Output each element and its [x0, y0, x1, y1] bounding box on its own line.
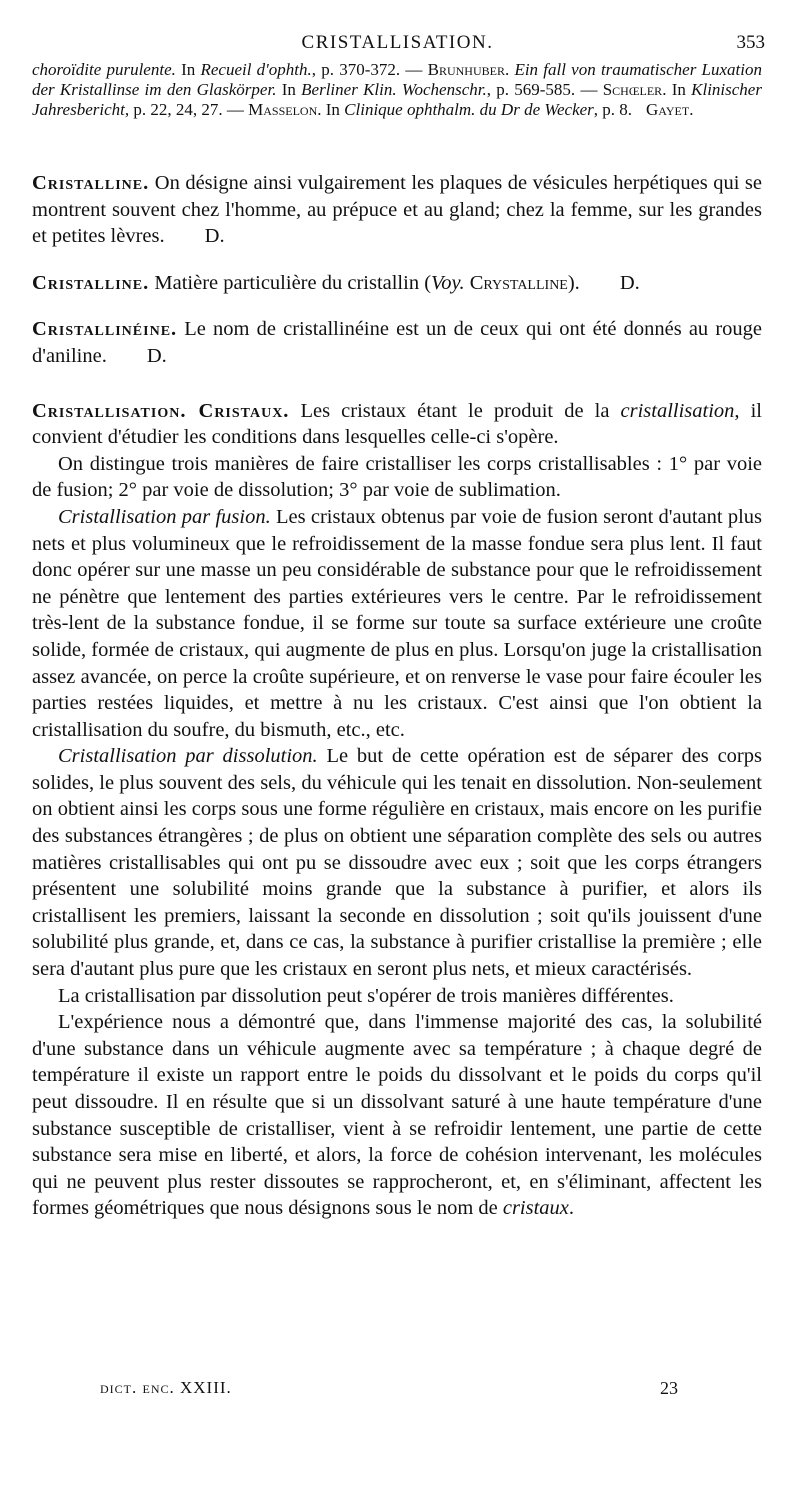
entry-text: cristaux: [502, 1197, 569, 1220]
entry-paragraph: [32, 504, 762, 743]
bibliography-references: [32, 60, 762, 120]
entry-text: Les cristaux obtenus par voie de fusion seront d'autant plus nets et plus volumineux que le refroidissement de la masse fondue sera plus lent. Il faut donc opérer sur une masse un peu considérable de substance pour que le refroidissement ne pénètre que lentement des parties extérieures vers le centre. Par le refroidissement très-lent de la substance fondue, il se forme sur toute sa surface extérieure une croûte solide, formée de cristaux, qui augmente de plus en plus. Lorsqu'on juge la cristallisation assez avancée, on perce la croûte supérieure, et on renverse le vase pour faire écouler les parties restées liquides, et mettre à nu les cristaux. C'est ainsi que l'on obtient la cristallisation du soufre, du bismuth, etc., etc.: [32, 505, 763, 741]
entry-text: On désigne ainsi vulgairement les plaques de vésicules herpétiques qui se montrent souvent chez l'homme, au prépuce et au gland; chez la femme, sur les grandes et petites lèvres.: [32, 172, 762, 248]
entry-paragraph: On distingue trois manières de faire cristalliser les corps cristallisables : 1° par voie de fusion; 2° par voie de dissolution; 3° par voie de sublimation.: [32, 452, 762, 502]
entry-paragraph: La cristallisation par dissolution peut s'opérer de trois manières différentes.: [58, 984, 674, 1007]
ref-text: . In: [662, 80, 692, 99]
entry-text: .: [568, 1197, 575, 1220]
entry-paragraph: [32, 743, 762, 982]
entry-text: Le nom de cristallinéine est un de ceux qui ont été donnés au rouge d'aniline.: [32, 318, 762, 367]
author-initial: D.: [619, 271, 640, 294]
entry-paragraph: [32, 1009, 762, 1222]
entry-headword: Cristallisation. Cristaux.: [32, 399, 290, 422]
entry-paragraph: [32, 398, 762, 451]
ref-author: Schœler: [602, 80, 663, 99]
sheet-number: 23: [660, 1378, 678, 1398]
entry-headword: Cristalline.: [32, 172, 150, 194]
signature-volume: XXIII.: [174, 1378, 232, 1397]
entry-text: L'expérience nous a démontré que, dans l'immense majorité des cas, la solubilité d'une substance dans un véhicule augmente avec sa température ; à chaque degré de température il existe un rapport entre le poids du dissolvant et le poids du corps qu'il peut dissoudre. Il en résulte que si un dissolvant saturé à une haute température d'une substance susceptible de cristalliser, vient à se refroidir lentement, une partie de cette substance sera mise en liberté, et alors, la force de cohésion intervenant, les molécules qui ne peuvent plus rester dissoutes se rapprocheront, et, en s'éliminant, affectent les formes géométriques que nous désignons sous le nom de: [32, 1011, 762, 1220]
ref-signature: Gayet.: [646, 100, 694, 119]
entry-cristallisation: [32, 398, 762, 1222]
ref-title: Ein fall von traumatischer Luxation der Kristallinse im den Glaskörper.: [32, 60, 763, 99]
ref-text: . In: [317, 100, 345, 119]
entry-cristallineine: [32, 316, 762, 369]
entry-cristalline-2: [32, 270, 762, 297]
entry-text: Voy.: [431, 271, 465, 294]
ref-text: , p. 569-585. —: [486, 80, 603, 99]
ref-journal: Klinischer Jahresbericht: [32, 80, 762, 119]
section-heading: Cristallisation par fusion.: [58, 505, 271, 528]
cross-reference: Crystalline: [469, 271, 568, 294]
author-initial: D.: [204, 225, 225, 248]
ref-text: , p. 370-372. —: [311, 60, 428, 79]
signature-abbrev: dict. enc.: [100, 1378, 175, 1397]
running-title: CRISTALLISATION.: [301, 32, 494, 53]
page-header: [30, 32, 765, 58]
entry-cristalline: [32, 170, 762, 250]
ref-author: Masselon: [248, 100, 318, 119]
ref-text: .: [504, 60, 515, 79]
author-initial: D.: [146, 344, 167, 367]
section-heading: Cristallisation par dissolution.: [58, 745, 318, 768]
ref-journal: Clinique ophthalm. du Dr de Wecker: [344, 100, 594, 119]
entry-headword: Cristalline.: [32, 271, 150, 294]
entry-text: ).: [567, 271, 580, 294]
printer-signature: [100, 1378, 232, 1398]
ref-journal: Recueil d'ophth.: [200, 60, 312, 79]
entry-text: Matière particulière du cristallin (: [149, 271, 432, 294]
entry-text: Les cristaux étant le produit de la: [289, 399, 621, 422]
ref-author: Brunhuber: [427, 60, 505, 79]
page-footer: [32, 1378, 762, 1404]
dictionary-body: [32, 170, 762, 1222]
ref-text: In: [276, 80, 302, 99]
entry-text: cristallisation: [620, 399, 735, 422]
entry-text: , il convient d'étudier les conditions dans lesquelles celle-ci s'opère.: [32, 399, 762, 449]
ref-journal: Berliner Klin. Wochenschr.: [301, 80, 487, 99]
entry-text: Le but de cette opération est de séparer des corps solides, le plus souvent des sels, du véhicule qui les tenait en dissolution. Non-seulement on obtient ainsi les corps sous une forme régulière en cristaux, mais encore on les purifie des substances étrangères ; de plus on obtient une séparation complète des sels ou autres matières cristallisables qui ont pu se dissoudre avec eux ; soit que les corps étrangers présentent une solubilité moins grande que la substance à purifier, et alors ils cristallisent les premiers, laissant la seconde en dissolution ; soit qu'ils jouissent d'une solubilité plus grande, et, dans ce cas, la substance à purifier cristallise la première ; elle sera d'autant plus pure que les cristaux en seront plus nets, et mieux caractérisés.: [32, 745, 762, 981]
ref-text: choroïdite purulente.: [32, 60, 176, 79]
page-number: 353: [736, 32, 765, 53]
ref-text: In: [175, 60, 201, 79]
entry-headword: Cristallinéine.: [32, 318, 178, 341]
ref-text: , p. 22, 24, 27. —: [124, 100, 249, 119]
ref-text: , p. 8.: [593, 100, 633, 119]
